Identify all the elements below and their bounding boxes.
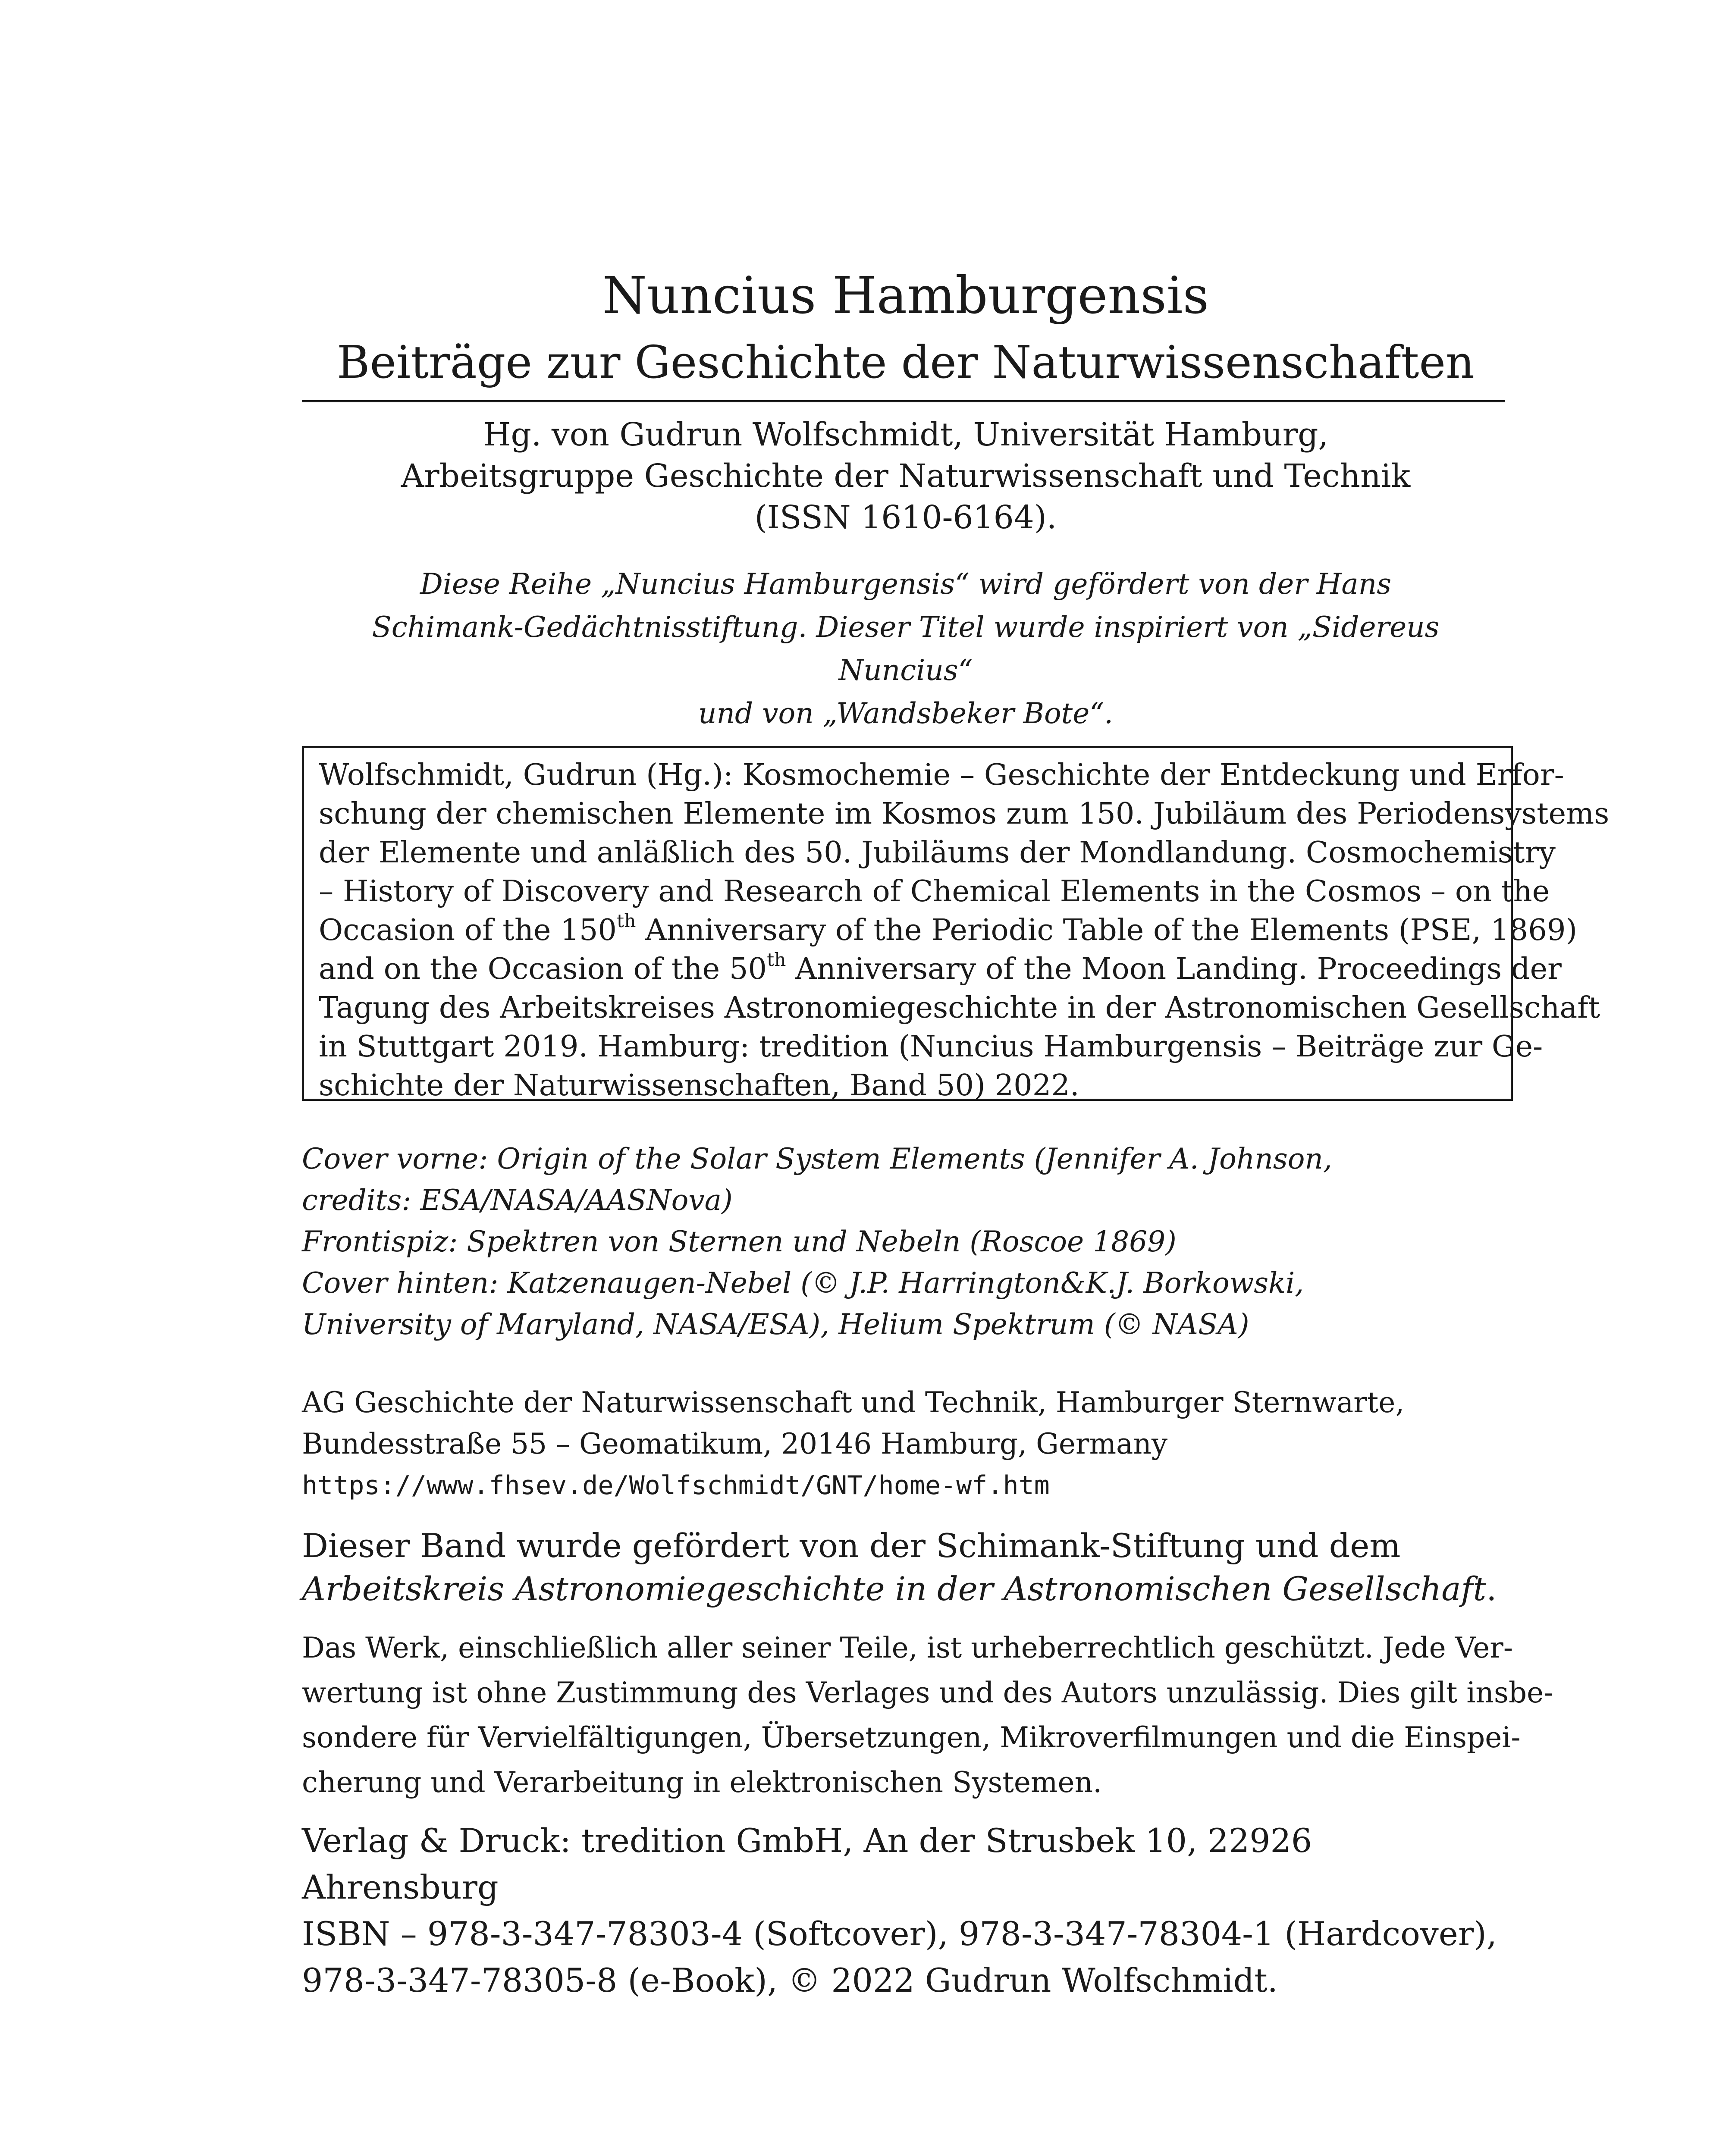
issn-line: (ISSN 1610-6164). — [754, 499, 1057, 536]
isbn-line: ISBN – 978-3-347-78303-4 (Softcover), 978-3-347-78304-1 (Hardcover), — [302, 1915, 1497, 1953]
address-info — [302, 1382, 1509, 1506]
series-subtitle: Beiträge zur Geschichte der Naturwissenschaften — [337, 336, 1475, 389]
editor-line: Arbeitsgruppe Geschichte der Naturwissenschaft und Technik — [401, 458, 1411, 495]
citation-text: Anniversary of the Periodic Table of the Elements (PSE, 1869) — [636, 913, 1578, 947]
editor-info — [302, 414, 1509, 538]
funding-line: Dieser Band wurde gefördert von der Schimank-Stiftung und dem — [302, 1526, 1401, 1565]
citation-text: Anniversary of the Moon Landing. Proceedings der — [786, 952, 1562, 986]
support-line: und von „Wandsbeker Bote“. — [698, 697, 1114, 730]
citation-line: Wolfschmidt, Gudrun (Hg.): Kosmochemie – Geschichte der Entdeckung und Erfor- — [319, 758, 1564, 792]
citation-line — [319, 910, 1578, 950]
copyright-line: Das Werk, einschließlich aller seiner Teile, ist urheberrechtlich geschützt. Jede Ver- — [302, 1631, 1513, 1664]
funding-period: . — [1486, 1570, 1497, 1608]
ordinal-suffix: th — [767, 949, 786, 971]
isbn-line: 978-3-347-78305-8 (e-Book), © 2022 Gudrun Wolfschmidt. — [302, 1961, 1278, 1999]
cover-line: Cover hinten: Katzenaugen-Nebel (© J.P. Harrington&K.J. Borkowski, — [302, 1266, 1304, 1300]
editor-line: Hg. von Gudrun Wolfschmidt, Universität Hamburg, — [483, 416, 1329, 453]
copyright-line: sondere für Vervielfältigungen, Übersetzungen, Mikroverfilmungen und die Einspei- — [302, 1721, 1521, 1754]
support-line: Schimank-Gedächtnisstiftung. Dieser Titel wurde inspiriert von „Sidereus Nuncius“ — [372, 611, 1440, 687]
funding-note — [302, 1524, 1509, 1611]
citation-box — [302, 746, 1610, 1103]
copyright-line: wertung ist ohne Zustimmung des Verlages und des Autors unzulässig. Dies gilt insbe- — [302, 1676, 1553, 1709]
website-url[interactable]: https://www.fhsev.de/Wolfschmidt/GNT/home-wf.htm — [302, 1470, 1050, 1501]
series-support-note — [302, 563, 1509, 735]
title-divider — [302, 400, 1505, 402]
publisher-line: Verlag & Druck: tredition GmbH, An der Strusbek 10, 22926 Ahrensburg — [302, 1821, 1312, 1906]
citation-line: schichte der Naturwissenschaften, Band 50) 2022. — [319, 1068, 1079, 1103]
funding-organization: Arbeitskreis Astronomiegeschichte in der Astronomischen Gesellschaft — [302, 1570, 1487, 1608]
cover-line: Cover vorne: Origin of the Solar System Elements (Jennifer A. Johnson, — [302, 1142, 1332, 1175]
citation-line: in Stuttgart 2019. Hamburg: tredition (Nuncius Hamburgensis – Beiträge zur Ge- — [319, 1029, 1543, 1064]
citation-line: schung der chemischen Elemente im Kosmos zum 150. Jubiläum des Periodensystems — [319, 796, 1610, 831]
copyright-notice — [302, 1626, 1553, 1805]
citation-line: Tagung des Arbeitskreises Astronomiegeschichte in der Astronomischen Gesellschaft — [319, 990, 1600, 1025]
cover-credits — [302, 1138, 1509, 1345]
publisher-info — [302, 1818, 1509, 2004]
frontispiece-line: Frontispiz: Spektren von Sternen und Nebeln (Roscoe 1869) — [302, 1225, 1177, 1258]
series-title: Nuncius Hamburgensis — [602, 266, 1209, 325]
address-line: AG Geschichte der Naturwissenschaft und Technik, Hamburger Sternwarte, — [302, 1386, 1405, 1419]
citation-line: – History of Discovery and Research of Chemical Elements in the Cosmos – on the — [319, 874, 1550, 909]
citation-line: der Elemente und anläßlich des 50. Jubiläums der Mondlandung. Cosmochemistry — [319, 835, 1556, 870]
ordinal-suffix: th — [617, 910, 636, 932]
citation-text: and on the Occasion of the 50 — [319, 952, 767, 986]
address-line: Bundesstraße 55 – Geomatikum, 20146 Hamburg, Germany — [302, 1427, 1168, 1460]
support-line: Diese Reihe „Nuncius Hamburgensis“ wird gefördert von der Hans — [420, 567, 1392, 601]
cover-line: University of Maryland, NASA/ESA), Helium Spektrum (© NASA) — [302, 1308, 1249, 1341]
cover-line: credits: ESA/NASA/AASNova) — [302, 1184, 733, 1217]
citation-line — [319, 949, 1562, 988]
funding-line — [302, 1567, 1509, 1611]
citation-text: Occasion of the 150 — [319, 913, 617, 947]
copyright-line: cherung und Verarbeitung in elektronischen Systemen. — [302, 1766, 1102, 1799]
